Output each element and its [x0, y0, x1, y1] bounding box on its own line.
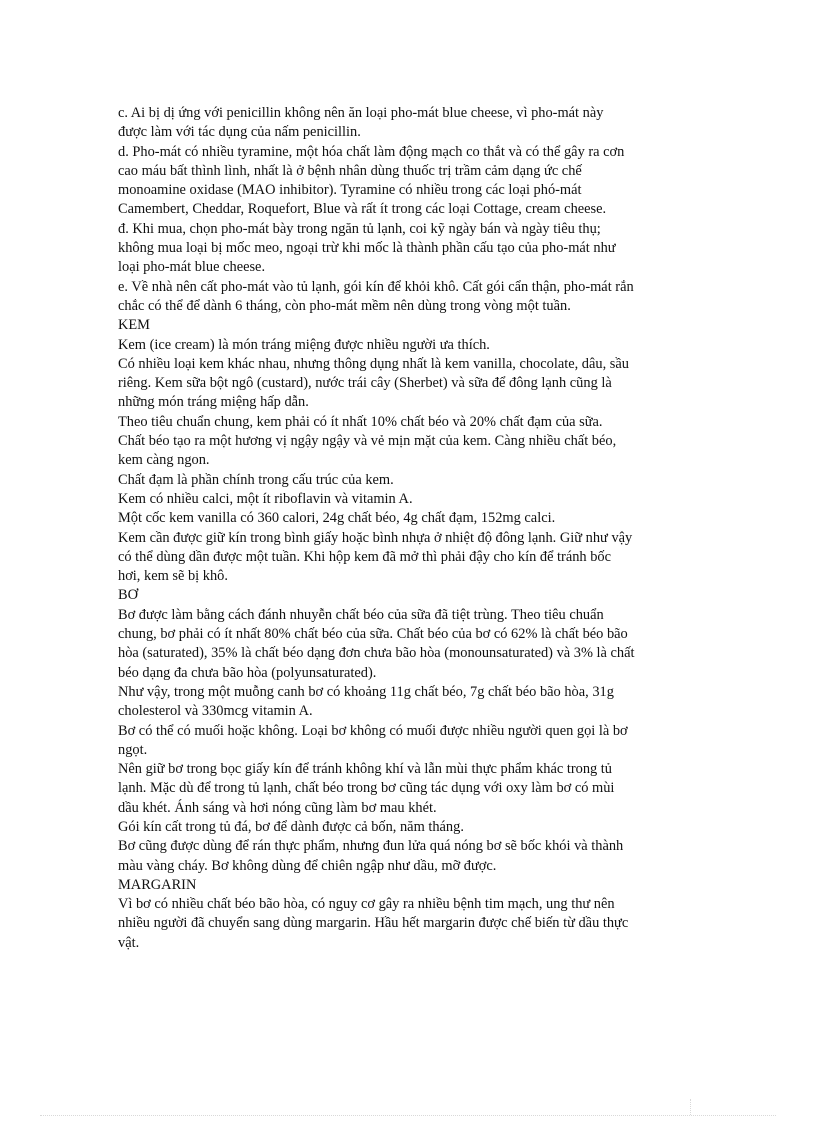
- text-line: Như vậy, trong một muỗng canh bơ có khoảng 11g chất béo, 7g chất béo bão hòa, 31g: [118, 683, 614, 700]
- text-line: được làm với tác dụng của nấm penicillin.: [118, 124, 361, 141]
- text-line: Có nhiều loại kem khác nhau, nhưng thông dụng nhất là kem vanilla, chocolate, dâu, sầu: [118, 355, 629, 372]
- text-line: dầu khét. Ánh sáng và hơi nóng cũng làm bơ mau khét.: [118, 799, 437, 816]
- text-line: loại pho-mát blue cheese.: [118, 259, 266, 276]
- text-line: màu vàng cháy. Bơ không dùng để chiên ngập như dầu, mỡ được.: [118, 857, 497, 874]
- text-line: hơi, kem sẽ bị khô.: [118, 568, 228, 585]
- text-line: béo dạng đa chưa bão hòa (polyunsaturated).: [118, 664, 377, 681]
- text-line: nhiều người đã chuyển sang dùng margarin. Hầu hết margarin được chế biến từ dầu thực: [118, 915, 629, 932]
- text-line: Nên giữ bơ trong bọc giấy kín để tránh không khí và lẫn mùi thực phẩm khác trong tủ: [118, 761, 613, 778]
- text-line: vật.: [118, 934, 140, 951]
- section-heading-bo: BƠ: [118, 587, 138, 604]
- text-line: e. Về nhà nên cất pho-mát vào tủ lạnh, gói kín để khỏi khô. Cất gói cẩn thận, pho-mát rắn: [118, 278, 634, 295]
- text-line: Bơ cũng được dùng để rán thực phẩm, nhưng đun lửa quá nóng bơ sẽ bốc khói và thành: [118, 838, 624, 855]
- section-heading-margarin: MARGARIN: [118, 876, 197, 893]
- page-corner-mark: [690, 1099, 691, 1115]
- text-line: chung, bơ phải có ít nhất 80% chất béo của sữa. Chất béo của bơ có 62% là chất béo bão: [118, 626, 628, 643]
- text-line: những món tráng miệng hấp dẫn.: [118, 394, 309, 411]
- text-line: riêng. Kem sữa bột ngô (custard), nước trái cây (Sherbet) và sữa để đông lạnh cũng là: [118, 375, 612, 392]
- document-body: [118, 104, 704, 953]
- text-line: ngọt.: [118, 741, 148, 758]
- section-heading-kem: KEM: [118, 317, 150, 334]
- text-line: Vì bơ có nhiều chất béo bão hòa, có nguy cơ gây ra nhiều bệnh tim mạch, ung thư nên: [118, 896, 615, 913]
- text-line: hòa (saturated), 35% là chất béo dạng đơn chưa bão hòa (monounsaturated) và 3% là chất: [118, 645, 635, 662]
- page-bottom-dotted-rule: [40, 1115, 776, 1116]
- text-line: Bơ được làm bằng cách đánh nhuyễn chất béo của sữa đã tiệt trùng. Theo tiêu chuẩn: [118, 606, 604, 623]
- text-line: không mua loại bị mốc meo, ngoại trừ khi mốc là thành phần cấu tạo của pho-mát như: [118, 240, 616, 257]
- text-line: cholesterol và 330mcg vitamin A.: [118, 703, 313, 720]
- text-line: chắc có thể để dành 6 tháng, còn pho-mát mềm nên dùng trong vòng một tuần.: [118, 297, 571, 314]
- text-line: lạnh. Mặc dù để trong tủ lạnh, chất béo trong bơ cũng tác dụng với oxy làm bơ có mùi: [118, 780, 615, 797]
- text-line: Bơ có thể có muối hoặc không. Loại bơ không có muối được nhiều người quen gọi là bơ: [118, 722, 628, 739]
- text-line: c. Ai bị dị ứng với penicillin không nên ăn loại pho-mát blue cheese, vì pho-mát này: [118, 105, 604, 121]
- text-line: kem càng ngon.: [118, 452, 210, 469]
- text-line: Theo tiêu chuẩn chung, kem phải có ít nhất 10% chất béo và 20% chất đạm của sữa.: [118, 413, 603, 430]
- text-line: cao máu bất thình lình, nhất là ở bệnh nhân dùng thuốc trị trầm cảm dạng ức chế: [118, 162, 582, 179]
- text-line: Chất đạm là phần chính trong cấu trúc của kem.: [118, 471, 394, 488]
- text-line: Một cốc kem vanilla có 360 calori, 24g chất béo, 4g chất đạm, 152mg calci.: [118, 510, 556, 527]
- text-line: có thể dùng dần được một tuần. Khi hộp kem đã mở thì phải đậy cho kín để tránh bốc: [118, 548, 612, 565]
- text-line: Camembert, Cheddar, Roquefort, Blue và rất ít trong các loại Cottage, cream cheese.: [118, 201, 607, 218]
- text-line: Gói kín cất trong tủ đá, bơ để dành được cả bốn, năm tháng.: [118, 818, 464, 835]
- text-line: đ. Khi mua, chọn pho-mát bày trong ngăn tủ lạnh, coi kỹ ngày bán và ngày tiêu thụ;: [118, 220, 601, 237]
- text-line: Kem cần được giữ kín trong bình giấy hoặc bình nhựa ở nhiệt độ đông lạnh. Giữ như vậy: [118, 529, 633, 546]
- text-line: monoamine oxidase (MAO inhibitor). Tyramine có nhiều trong các loại phó-mát: [118, 182, 582, 199]
- text-line: Kem (ice cream) là món tráng miệng được nhiều người ưa thích.: [118, 336, 490, 353]
- text-line: Kem có nhiều calci, một ít riboflavin và vitamin A.: [118, 490, 413, 507]
- text-line: d. Pho-mát có nhiều tyramine, một hóa chất làm động mạch co thắt và có thể gây ra cơn: [118, 143, 625, 160]
- text-line: Chất béo tạo ra một hương vị ngậy ngậy và vẻ mịn mặt của kem. Càng nhiều chất béo,: [118, 433, 617, 450]
